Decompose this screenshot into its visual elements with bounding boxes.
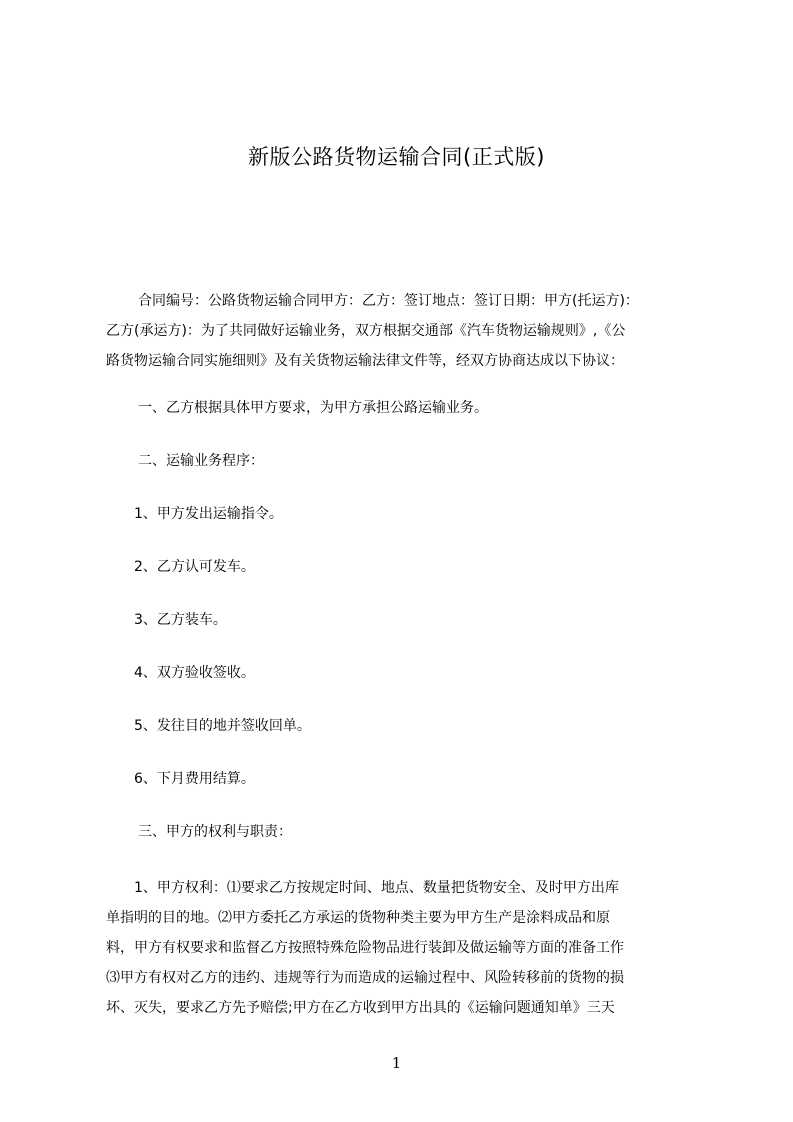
step-item: 6、下月费用结算。 — [134, 771, 255, 787]
step-item: 1、甲方发出运输指令。 — [134, 506, 283, 522]
rights-line: 1、甲方权利：⑴要求乙方按规定时间、地点、数量把货物安全、及时甲方出库 — [134, 880, 619, 896]
document-title: 新版公路货物运输合同(正式版) — [248, 145, 545, 169]
step-item: 3、乙方装车。 — [134, 612, 227, 628]
rights-line: ⑶甲方有权对乙方的违约、违规等行为而造成的运输过程中、风险转移前的货物的损 — [106, 970, 624, 986]
page-number: 1 — [391, 1054, 402, 1072]
preamble-line: 合同编号：公路货物运输合同甲方：乙方：签订地点：签订日期：甲方(托运方)： — [138, 293, 639, 309]
preamble-line: 乙方(承运方)：为了共同做好运输业务，双方根据交通部《汽车货物运输规则》,《公 — [106, 323, 626, 339]
clause-3-heading: 三、甲方的权利与职责： — [138, 824, 292, 840]
clause-1: 一、乙方根据具体甲方要求，为甲方承担公路运输业务。 — [138, 400, 488, 416]
clause-2-heading: 二、运输业务程序： — [138, 453, 264, 469]
step-item: 4、双方验收签收。 — [134, 665, 255, 681]
rights-line: 单指明的目的地。⑵甲方委托乙方承运的货物种类主要为甲方生产是涂料成品和原 — [106, 910, 610, 926]
rights-paragraph — [106, 873, 700, 1023]
preamble-line: 路货物运输合同实施细则》及有关货物运输法律文件等，经双方协商达成以下协议： — [106, 353, 624, 369]
step-item: 2、乙方认可发车。 — [134, 559, 255, 575]
rights-line: 料，甲方有权要求和监督乙方按照特殊危险物品进行装卸及做运输等方面的准备工作 — [106, 940, 624, 956]
preamble-paragraph — [106, 286, 700, 376]
step-item: 5、发往目的地并签收回单。 — [134, 718, 311, 734]
rights-line: 坏、灭失，要求乙方先予赔偿;甲方在乙方收到甲方出具的《运输问题通知单》三天 — [106, 1000, 615, 1016]
